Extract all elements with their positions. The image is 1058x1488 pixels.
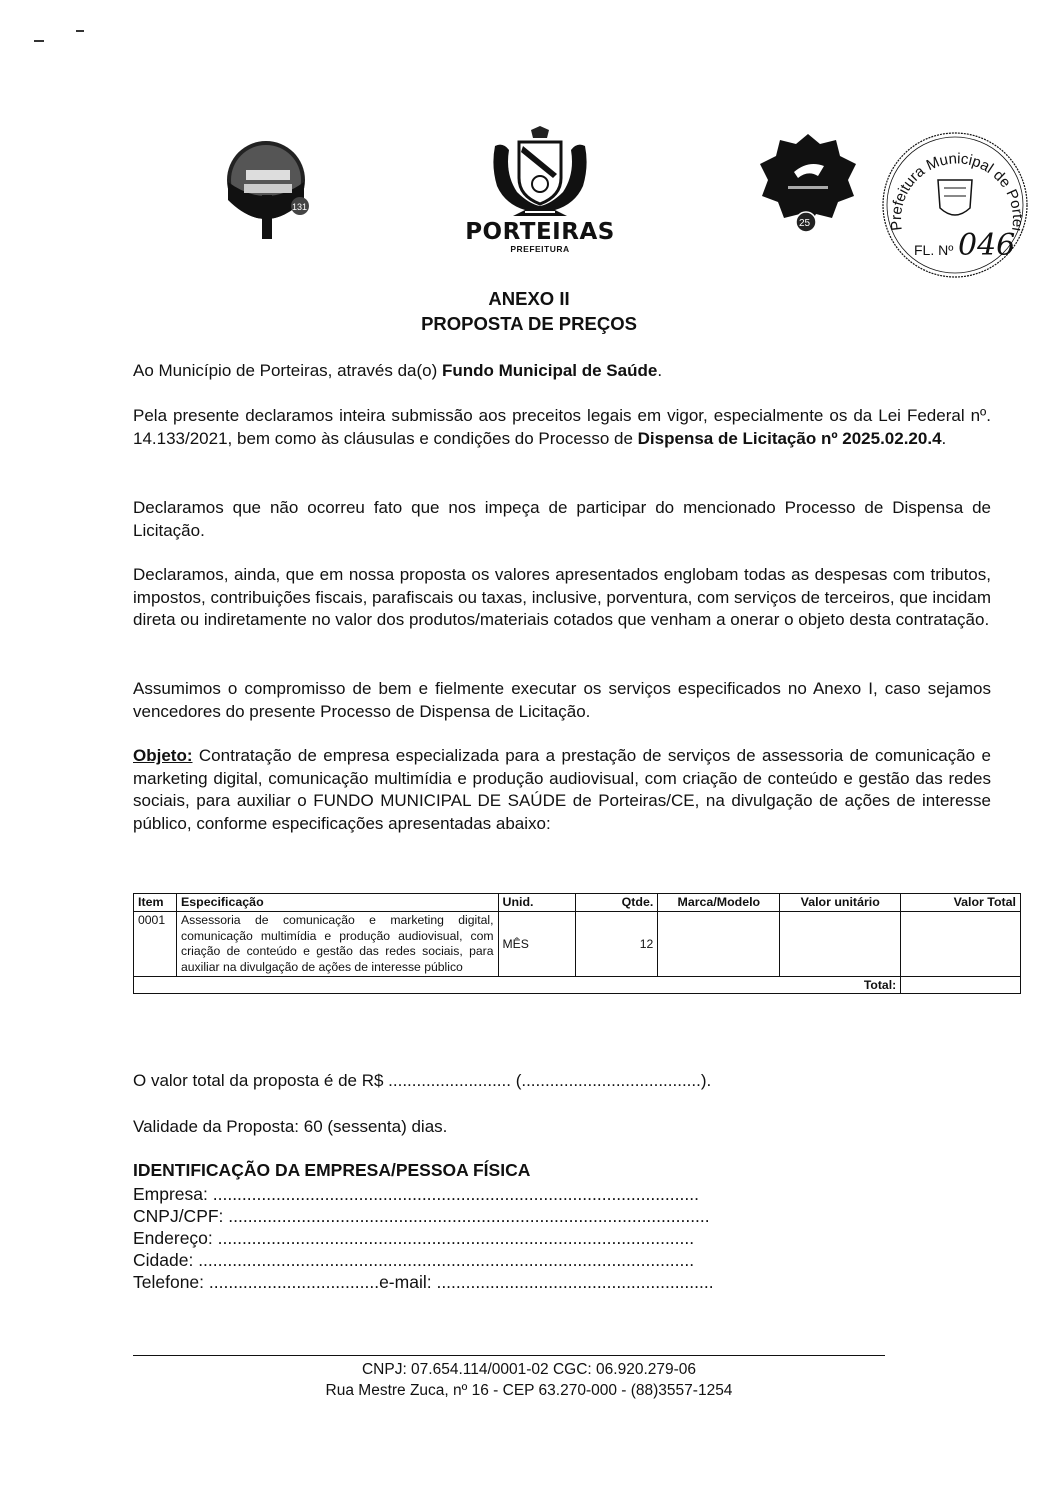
svg-text:Prefeitura Municipal de Portei [880, 130, 1026, 232]
column-header-brand-model: Marca/Modelo [658, 894, 780, 912]
validity-line: Validade da Proposta: 60 (sessenta) dias. [133, 1117, 448, 1136]
cell-quantity: 12 [576, 912, 658, 977]
scan-mark [76, 30, 84, 32]
scan-mark [34, 40, 44, 42]
objeto-paragraph [133, 745, 991, 835]
phone-label: Telefone: [133, 1272, 209, 1292]
declaration-paragraph-2: Declaramos que não ocorreu fato que nos impeça de participar do mencionado Processo de Dispensa de Licitação. [133, 498, 991, 540]
column-header-total-value: Valor Total [901, 894, 1021, 912]
total-label: Total: [134, 977, 901, 994]
folio-label: FL. Nº [914, 242, 954, 258]
footer-divider [133, 1355, 885, 1356]
items-table [133, 893, 1021, 994]
phone-email-field [133, 1272, 714, 1293]
email-label: e-mail: [379, 1272, 437, 1292]
identification-title: IDENTIFICAÇÃO DA EMPRESA/PESSOA FÍSICA [133, 1160, 531, 1180]
company-label: Empresa: [133, 1184, 213, 1204]
column-header-specification: Especificação [176, 894, 498, 912]
table-total-row [134, 977, 1021, 994]
city-label: Cidade: [133, 1250, 199, 1270]
address-blank: .................................................................................................. [217, 1228, 695, 1248]
total-value-label: O valor total da proposta é de R$ [133, 1071, 389, 1090]
cell-brand-model [658, 912, 780, 977]
total-value-blank: .......................... [388, 1071, 511, 1090]
brand-subtitle: PREFEITURA [510, 244, 570, 254]
svg-text:25: 25 [799, 218, 811, 229]
footer-cnpj: CNPJ: 07.654.114/0001-02 CGC: 06.920.279-06 [361, 1361, 697, 1378]
brand-name: PORTEIRAS [465, 219, 615, 245]
declaration-paragraph-1 [133, 405, 991, 450]
total-value-paren-close: ). [700, 1071, 712, 1090]
column-header-item: Item [134, 894, 177, 912]
objeto-text: Contratação de empresa especializada para a prestação de serviços de assessoria de comunicação e marketing digital, comunicação multimídia e produção audiovisual, com criação de conteúdo e gestão das redes sociais, para auxiliar o FUNDO MUNICIPAL DE SAÚDE de Porteiras/CE, na divulgação de ações de interesse público, conforme especificações apresentadas abaixo: [133, 746, 991, 833]
company-blank: .................................................................................................... [212, 1184, 699, 1204]
intro-text: Ao Município de Porteiras, através da(o) [133, 361, 442, 380]
phone-blank: ................................... [208, 1272, 380, 1292]
svg-text:131: 131 [292, 202, 308, 212]
total-value [901, 977, 1021, 994]
cidade-que-cuida-logo [208, 140, 326, 240]
declaration-paragraph-4: Assumimos o compromisso de bem e fielmente executar os serviços especificados no Anexo I, caso sejamos vencedores do presente Processo de Dispensa de Licitação. [133, 679, 991, 721]
total-value-words-blank: ...................................... [521, 1071, 701, 1090]
total-value-paren-open: ( [510, 1071, 522, 1090]
folio-stamp [880, 130, 1030, 280]
declaration-paragraph-3: Declaramos, ainda, que em nossa proposta os valores apresentados englobam todas as despesas com tributos, impostos, contribuições fiscais, parafiscais ou taxas, inclusive, porventura, com serviços de terceiros, que incidam direta ou indiretamente no valor dos produtos/materiais cotados que venham a onerar o objeto desta contratação. [133, 565, 991, 630]
folio-number: 046 [958, 228, 1016, 263]
porteiras-prefeitura-logo [462, 126, 618, 258]
city-field [133, 1250, 694, 1271]
document-title: PROPOSTA DE PREÇOS [421, 313, 637, 334]
p1-process-number: Dispensa de Licitação nº 2025.02.20.4 [637, 428, 942, 448]
cell-unit-value [780, 912, 901, 977]
cell-specification: Assessoria de comunicação e marketing digital, comunicação multimídia e produção audiovisual, com criação de conteúdo e gestão das redes sociais, para auxiliar na divulgação de ações de interesse público [176, 912, 498, 977]
table-row [134, 912, 1021, 977]
cell-item: 0001 [134, 912, 177, 977]
total-value-line [133, 1071, 711, 1091]
company-field [133, 1184, 699, 1205]
email-blank: ......................................................... [436, 1272, 714, 1292]
p1-text: Pela presente declaramos inteira submissão aos preceitos legais em vigor, especialmente os da Lei Federal nº. 14.133/2021, bem como às cláusulas e condições do Processo de [133, 406, 991, 448]
p1-end: . [941, 428, 947, 448]
cnpj-field [133, 1206, 710, 1227]
municipal-badge-logo [758, 132, 858, 236]
objeto-label: Objeto: [133, 746, 193, 765]
column-header-quantity: Qtde. [576, 894, 658, 912]
intro-end: . [657, 361, 663, 380]
column-header-unit-value: Valor unitário [780, 894, 901, 912]
table-header-row [134, 894, 1021, 912]
cnpj-label: CNPJ/CPF: [133, 1206, 229, 1226]
cell-total-value [901, 912, 1021, 977]
porteiras-coat-of-arms [485, 126, 595, 218]
address-label: Endereço: [133, 1228, 218, 1248]
intro-paragraph [133, 360, 991, 383]
stamp-text: Prefeitura Municipal de Portei [887, 150, 1027, 233]
cnpj-blank: ................................................................................................... [228, 1206, 710, 1226]
cell-unit: MÊS [498, 912, 576, 977]
city-blank: ...................................................................................................... [198, 1250, 695, 1270]
column-header-unit: Unid. [498, 894, 576, 912]
footer-address: Rua Mestre Zuca, nº 16 - CEP 63.270-000 - (88)3557-1254 [325, 1382, 733, 1399]
address-field [133, 1228, 694, 1249]
intro-entity: Fundo Municipal de Saúde [441, 361, 658, 380]
annex-title: ANEXO II [488, 288, 570, 309]
